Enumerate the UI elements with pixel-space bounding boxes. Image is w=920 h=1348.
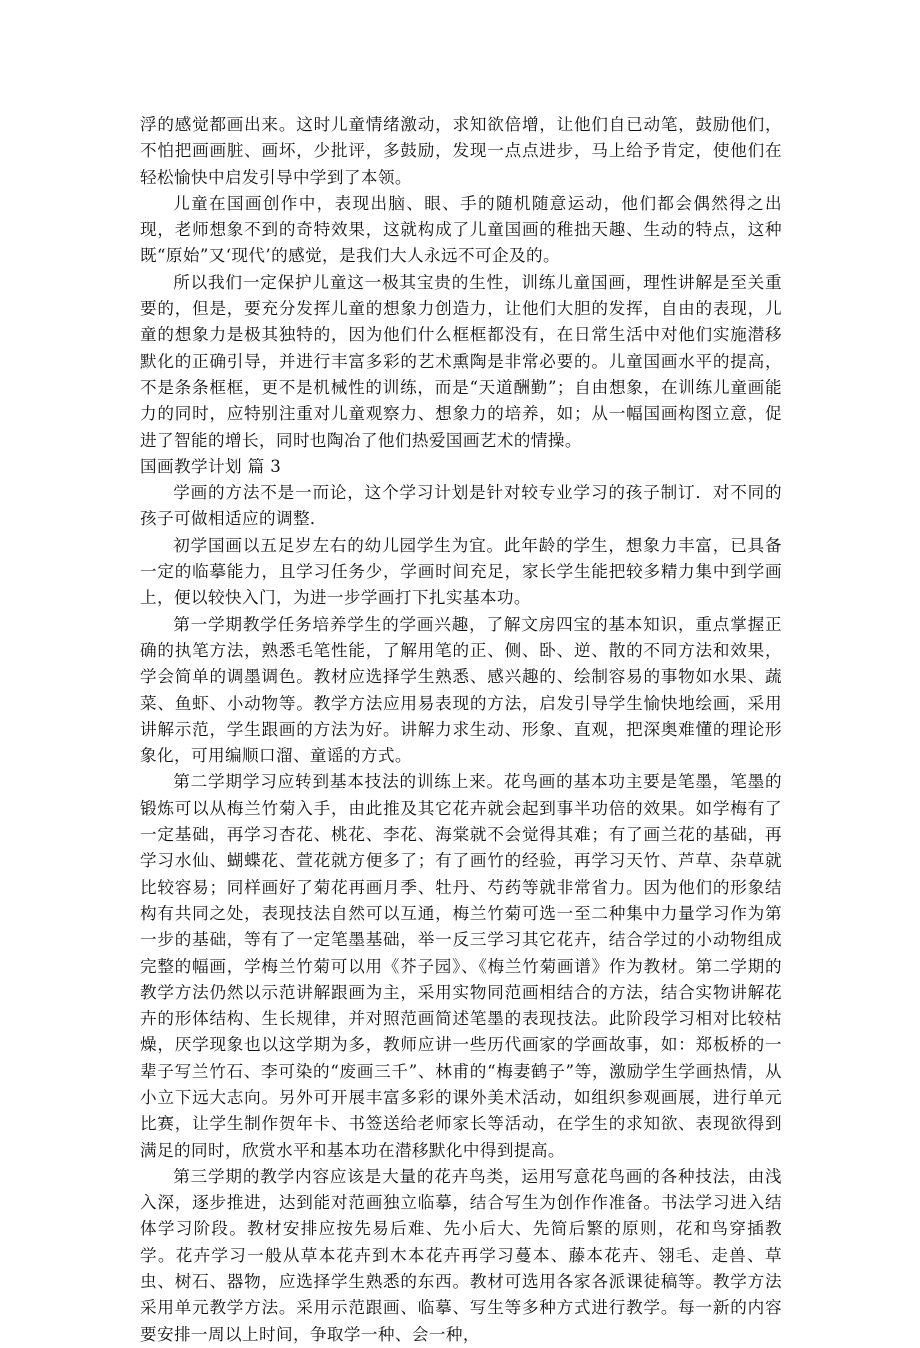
paragraph: 初学国画以五足岁左右的幼儿园学生为宜。此年龄的学生，想象力丰富，已具备一定的临摹能力，且学习任务少，学画时间充足，家长学生能把较多精力集中到学画上，便以较快入门，为进一步学画打下扎实基本功。 (140, 535, 782, 608)
section-heading: 国画教学计划 篇 3 (140, 456, 282, 476)
paragraph: 所以我们一定保护儿童这一极其宝贵的生性，训练儿童国画，理性讲解是至关重要的，但是，要充分发挥儿童的想象力创造力，让他们大胆的发挥，自由的表现，儿童的想象力是极其独特的，因为他们什么框框都没有，在日常生活中对他们实施潜移默化的正确引导，并进行丰富多彩的艺术熏陶是非常必要的。儿童国画水平的提高，不是条条框框，更不是机械性的训练，而是“天道酬勤”；自由想象，在训练儿童画能力的同时，应特别注重对儿童观察力、想象力的培养，如；从一幅国画构图立意，促进了智能的增长，同时也陶冶了他们热爱国画艺术的情操。 (140, 272, 782, 450)
paragraph-continuation: 浮的感觉都画出来。这时儿童情绪激动，求知欲倍增，让他们自已动笔，鼓励他们，不怕把画画脏、画坏，少批评，多鼓励，发现一点点进步，马上给予肯定，使他们在轻松愉快中启发引导中学到了本领。 (140, 115, 782, 187)
paragraph: 第一学期教学任务培养学生的学画兴趣，了解文房四宝的基本知识，重点掌握正确的执笔方法，熟悉毛笔性能，了解用笔的正、侧、卧、逆、散的不同方法和效果，学会简单的调墨调色。教材应选择学生熟悉、感兴趣的、绘制容易的事物如水果、蔬菜、鱼虾、小动物等。教学方法应用易表现的方法，启发引导学生愉快地绘画，采用讲解示范，学生跟画的方法为好。讲解力求生动、形象、直观，把深奥难懂的理论形象化，可用编顺口溜、童谣的方式。 (140, 614, 782, 766)
paragraph: 学画的方法不是一而论，这个学习计划是针对较专业学习的孩子制订．对不同的孩子可做相适应的调整． (140, 483, 782, 529)
document-page (140, 112, 782, 1348)
paragraph: 第二学期学习应转到基本技法的训练上来。花鸟画的基本功主要是笔墨，笔墨的锻炼可以从梅兰竹菊入手，由此推及其它花卉就会起到事半功倍的效果。如学梅有了一定基础，再学习杏花、桃花、李花、海棠就不会觉得其难；有了画兰花的基础，再学习水仙、蝴蝶花、萱花就方便多了；有了画竹的经验，再学习天竹、芦草、杂草就比较容易；同样画好了菊花再画月季、牡丹、芍药等就非常省力。因为他们的形象结构有共同之处，表现技法自然可以互通，梅兰竹菊可选一至二种集中力量学习作为第一步的基础，等有了一定笔墨基础，举一反三学习其它花卉，结合学过的小动物组成完整的幅画，学梅兰竹菊可以用《芥子园》、《梅兰竹菊画谱》作为教材。第二学期的教学方法仍然以示范讲解跟画为主，采用实物同范画相结合的方法，结合实物讲解花卉的形体结构、生长规律，并对照范画简述笔墨的表现技法。此阶段学习相对比较枯燥，厌学现象也以这学期为多，教师应讲一些历代画家的学画故事，如：郑板桥的一辈子写兰竹石、李可染的“废画三千”、林甫的“梅妻鹤子”等，激励学生学画热情，从小立下远大志向。另外可开展丰富多彩的课外美术活动，如组织参观画展，进行单元比赛，让学生制作贺年卡、书签送给老师家长等活动，在学生的求知欲、表现欲得到满足的同时，欣赏水平和基本功在潜移默化中得到提高。 (140, 772, 782, 1160)
paragraph: 第三学期的教学内容应该是大量的花卉鸟类，运用写意花鸟画的各种技法，由浅入深，逐步推进，达到能对范画独立临摹，结合写生为创作作准备。书法学习进入结体学习阶段。教材安排应按先易后难、先小后大、先简后繁的原则，花和鸟穿插教学。花卉学习一般从草本花卉到木本花卉再学习蔓本、藤本花卉、翎毛、走兽、草虫、树石、器物，应选择学生熟悉的东西。教材可选用各家各派课徒稿等。教学方法采用单元教学方法。采用示范跟画、临摹、写生等多种方式进行教学。每一新的内容要安排一周以上时间，争取学一种、会一种， (140, 1166, 782, 1344)
paragraph: 儿童在国画创作中，表现出脑、眼、手的随机随意运动，他们都会偶然得之出现，老师想象不到的奇特效果，这就构成了儿童国画的稚拙天趣、生动的特点，这种既“原始”又‘现代’的感觉，是我们大人永远不可企及的。 (140, 193, 782, 266)
